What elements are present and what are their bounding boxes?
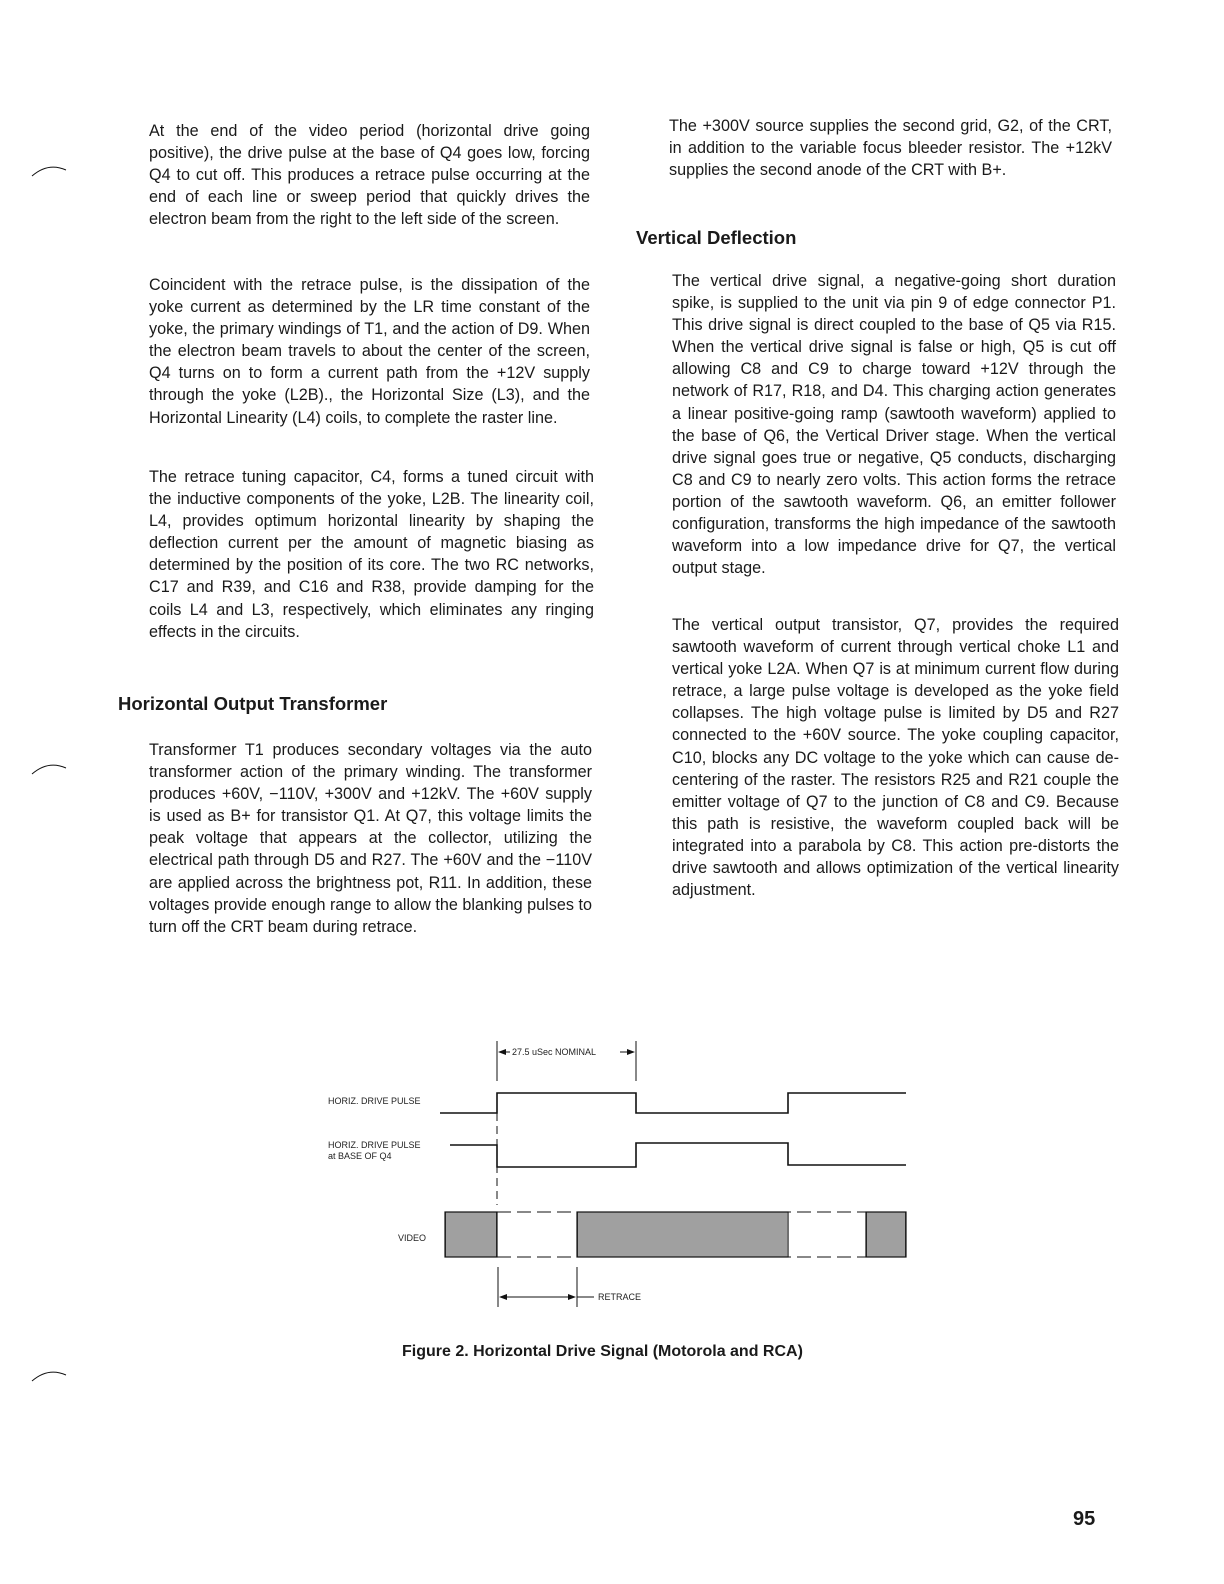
horizontal-drive-timing-diagram <box>300 1035 920 1320</box>
video-burst-3 <box>866 1212 906 1257</box>
paragraph-retrace-capacitor: The retrace tuning capacitor, C4, forms a tuned circuit with the inductive components of the yoke, L2B. The linearity coil, L4, provides optimum horizontal linearity by shaping the deflection current per the amount of magnetic biasing as determined by the position of its core. The two RC networks, C17 and R39, and C16 and R38, provide damping for the coils L4 and L3, respectively, which eliminates any ringing effects in the circuits. <box>149 468 594 641</box>
waveform-horiz-drive <box>440 1093 906 1113</box>
retrace-dimension <box>498 1267 641 1307</box>
scan-mark-2 <box>30 758 70 778</box>
paragraph-transformer-t1: Transformer T1 produces secondary voltages via the auto transformer action of the primary winding. The transformer produces +60V, −110V, +300V and +12kV. The +60V supply is used as B+ for transistor Q1. At Q7, this voltage limits the peak voltage that appears at the collector, utilizing the electrical path through D5 and R27. The +60V and the −110V are applied across the brightness pot, R11. In addition, these voltages provide enough range to allow the blanking pulses to turn off the CRT beam during retrace. <box>149 741 592 936</box>
paragraph-video-period: At the end of the video period (horizontal drive going positive), the drive pulse at the base of Q4 goes low, forcing Q4 to cut off. This produces a retrace pulse occurring at the end of each line or sweep period that quickly drives the electron beam from the right to the left side of the screen. <box>149 122 590 229</box>
scan-mark-3 <box>30 1365 70 1385</box>
timing-dimension <box>497 1041 636 1081</box>
timing-label: 27.5 uSec NOMINAL <box>512 1047 597 1057</box>
heading-horizontal-output-transformer: Horizontal Output Transformer <box>118 693 388 714</box>
paragraph-vertical-output-transistor: The vertical output transistor, Q7, provides the required sawtooth waveform of current through vertical choke L1 and vertical yoke L2A. When Q7 is at minimum current flow during retrace, a large pulse voltage is developed as the yoke field collapses. The high voltage pulse is limited by D5 and R27 connected to the +60V source. The yoke coupling capacitor, C10, blocks any DC voltage to the yoke which can cause de-centering of the raster. The resistors R25 and R21 couple the emitter voltage of Q7 to the junction of C8 and C9. Because this path is resistive, the waveform coupled back will be integrated into a parabola by C8. This action pre-distorts the drive sawtooth and allows optimization of the vertical linearity adjustment. <box>672 616 1119 900</box>
signal-label-horiz-drive: HORIZ. DRIVE PULSE <box>328 1096 421 1106</box>
scan-mark-1 <box>30 160 70 180</box>
video-burst-1 <box>445 1212 497 1257</box>
waveform-base-q4 <box>450 1143 906 1167</box>
paragraph-vertical-drive-signal: The vertical drive signal, a negative-going short duration spike, is supplied to the unit via pin 9 of edge connector P1. This drive signal is direct coupled to the base of Q5 via R15. When the vertical drive signal is false or high, Q5 is cut off allowing C8 and C9 to charge toward +12V through the network of R17, R18, and D4. This charging action generates a linear positive-going ramp (sawtooth waveform) applied to the base of Q6, the Vertical Driver stage. When the vertical drive signal goes true or negative, Q5 conducts, discharging C8 and C9 to nearly zero volts. This action forms the retrace portion of the sawtooth waveform. Q6, an emitter follower configuration, transforms the high impedance of the sawtooth waveform into a low impedance drive for Q7, the vertical output stage. <box>672 272 1116 578</box>
signal-label-base-q4-line2: at BASE OF Q4 <box>328 1151 392 1161</box>
video-bursts <box>445 1212 906 1257</box>
signal-label-video: VIDEO <box>398 1233 427 1243</box>
figure-caption: Figure 2. Horizontal Drive Signal (Motorola and RCA) <box>402 1343 803 1360</box>
paragraph-retrace-pulse: Coincident with the retrace pulse, is the dissipation of the yoke current as determined by the LR time constant of the yoke, the primary windings of T1, and the action of D9. When the electron beam travels to about the center of the screen, Q4 turns on to form a current path from the +12V supply through the yoke (L2B)., the Horizontal Size (L3), and the Horizontal Linearity (L4) coils, to complete the raster line. <box>149 276 590 427</box>
retrace-label: RETRACE <box>598 1292 642 1302</box>
heading-vertical-deflection: Vertical Deflection <box>636 227 797 248</box>
signal-label-base-q4-line1: HORIZ. DRIVE PULSE <box>328 1140 421 1150</box>
page-number: 95 <box>1073 1508 1096 1530</box>
paragraph-300v-source: The +300V source supplies the second grid, G2, of the CRT, in addition to the variable focus bleeder resistor. The +12kV supplies the second anode of the CRT with B+. <box>669 117 1112 180</box>
